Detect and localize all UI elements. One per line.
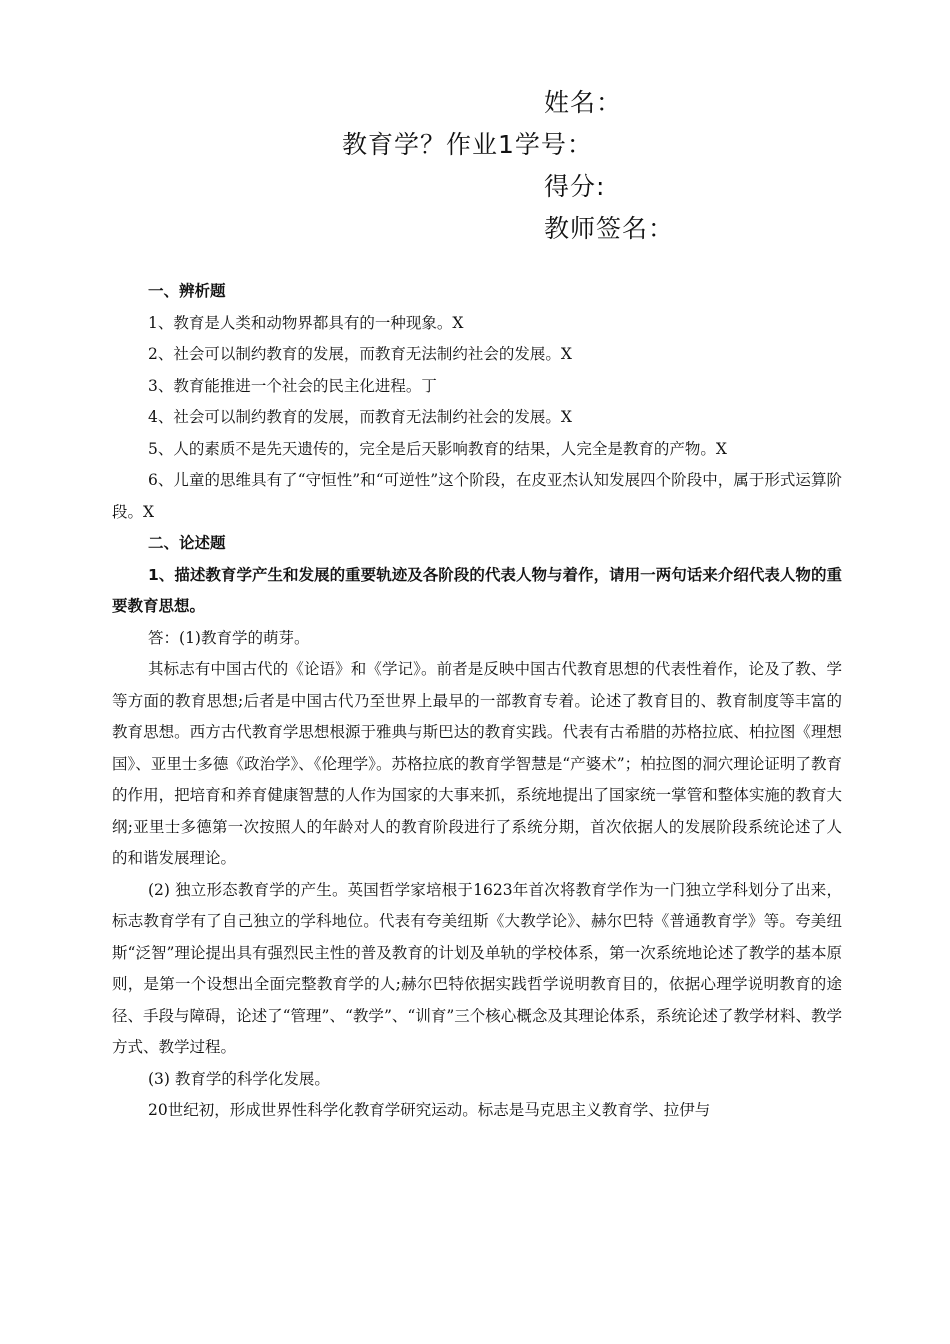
section-title-essay: 二、论述题 (148, 534, 226, 552)
answer-paragraph-3: 20世纪初，形成世界性科学化教育学研究运动。标志是马克思主义教育学、拉伊与 (148, 1101, 711, 1119)
answer-paragraph-1: 其标志有中国古代的《论语》和《学记》。前者是反映中国古代教育思想的代表性着作，论及了教、学等方面的教育思想;后者是中国古代乃至世界上最早的一部教育专着。论述了教育目的、教育制度等丰富的教育思想。西方古代教育学思想根源于雅典与斯巴达的教育实践。代表有古希腊的苏格拉底、柏拉图《理想国》、亚里士多德《政治学》、《伦理学》。苏格拉底的教育学智慧是“产婆术”；柏拉图的洞穴理论证明了教育的作用，把培育和养育健康智慧的人作为国家的大事来抓，系统地提出了国家统一掌管和整体实施的教育大纲;亚里士多德第一次按照人的年龄对人的教育阶段进行了系统分期，首次依据人的发展阶段系统论述了人的和谐发展理论。 (112, 660, 842, 867)
essay-question: 1、描述教育学产生和发展的重要轨迹及各阶段的代表人物与着作，请用一两句话来介绍代表人物的重要教育思想。 (112, 565, 842, 615)
assignment-title-student-id: 教育学？作业1学号： (342, 130, 593, 159)
answer-label: 答： (148, 628, 180, 647)
analysis-item: 5、人的素质不是先天遗传的，完全是后天影响教育的结果，人完全是教育的产物。X (148, 439, 727, 458)
analysis-item: 4、社会可以制约教育的发展，而教育无法制约社会的发展。X (148, 408, 572, 426)
section-title-analysis: 一、辨析题 (148, 282, 226, 300)
answer-heading-3: (3) 教育学的科学化发展。 (148, 1069, 330, 1088)
document-body (112, 276, 842, 1127)
analysis-item: 2、社会可以制约教育的发展，而教育无法制约社会的发展。X (148, 345, 572, 363)
answer-heading-1: (1)教育学的萌芽。 (179, 628, 310, 647)
answer-intro (112, 623, 842, 655)
answer-paragraph-2: (2) 独立形态教育学的产生。英国哲学家培根于1623年首次将教育学作为一门独立学科划分了出来，标志教育学有了自己独立的学科地位。代表有夸美纽斯《大教学论》、赫尔巴特《普通教育学》等。夸美纽斯“泛智”理论提出具有强烈民主性的普及教育的计划及单轨的学校体系，第一次系统地论述了教学的基本原则，是第一个设想出全面完整教育学的人;赫尔巴特依据实践哲学说明教育目的，依据心理学说明教育的途径、手段与障碍，论述了“管理”、“教学”、“训育”三个核心概念及其理论体系，系统论述了教学材料、教学方式、教学过程。 (112, 880, 842, 1056)
teacher-signature-label: 教师签名： (544, 214, 675, 243)
name-label: 姓名： (544, 88, 623, 117)
analysis-item: 6、儿童的思维具有了“守恒性”和“可逆性”这个阶段，在皮亚杰认知发展四个阶段中，属于形式运算阶段。X (112, 471, 842, 521)
analysis-item: 3、教育能推进一个社会的民主化进程。丁 (148, 376, 437, 395)
analysis-item: 1、教育是人类和动物界都具有的一种现象。X (148, 313, 464, 332)
score-label: 得分: (544, 172, 606, 201)
